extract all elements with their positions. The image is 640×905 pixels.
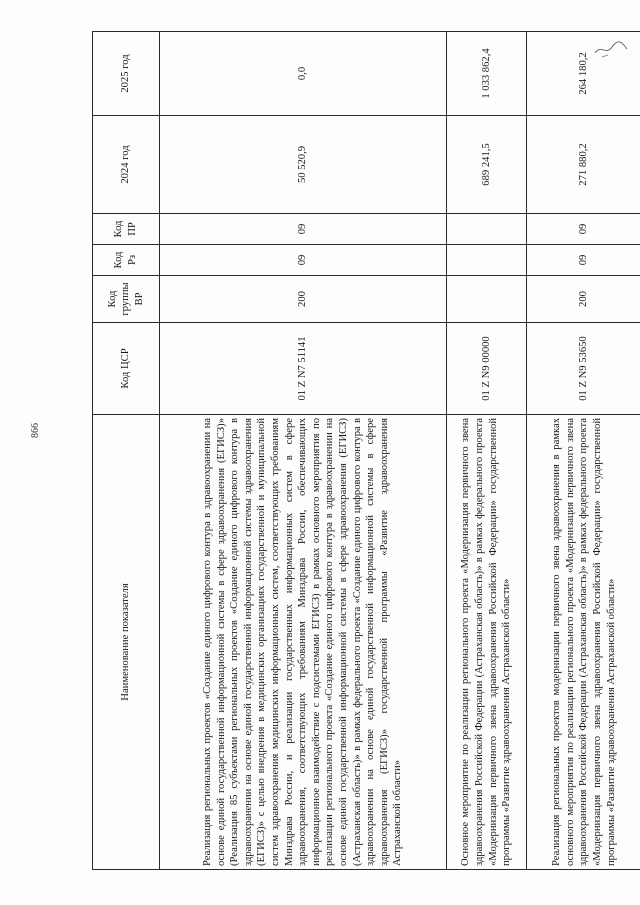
table-row — [446, 32, 526, 870]
table-row — [527, 32, 640, 870]
row-2025: 1 033 862,4 — [446, 32, 526, 116]
row-rz — [446, 245, 526, 276]
handwritten-mark — [592, 38, 630, 60]
rotated-table-wrapper — [92, 32, 640, 870]
header-2024: 2024 год — [93, 116, 160, 214]
row-csr: 01 Z N7 51141 — [160, 323, 447, 415]
row-2025: 264 180,2 — [527, 32, 640, 116]
table-header-row — [93, 32, 160, 870]
row-name: Реализация региональных проектов модернизации первичного звена здравоохранения в рамках основного мероприятия по реализации регионального проекта «Модернизация первичного звена здравоохранения Российской Федерации (Астраханская область)» в рамках федерального проекта «Модернизация первичного звена здравоохранения Российской Федерации» государственной программы «Развитие здравоохранения Астраханской области» — [527, 415, 640, 870]
row-rz: 09 — [160, 245, 447, 276]
row-vr: 200 — [527, 276, 640, 323]
header-pr: Код ПР — [93, 214, 160, 245]
row-2024: 689 241,5 — [446, 116, 526, 214]
header-csr: Код ЦСР — [93, 323, 160, 415]
row-rz: 09 — [527, 245, 640, 276]
row-name: Реализация региональных проектов «Создание единого цифрового контура в здравоохранении на основе единой государственной информационной системы в сфере здравоохранения (ЕГИСЗ)» (Реализация 85 субъектами региональных проектов «Создание единого цифрового контура в здравоохранении на основе единой государственной информационной системы здравоохранения (ЕГИСЗ)» с целью внедрения в медицинских организациях государственной и муниципальной систем здравоохранения медицинских информационных систем, соответствующих требованиям Минздрава России, и реализации государственных информационных систем в сфере здравоохранения, соответствующих требованиям Минздрава России, обеспечивающих информационное взаимодействие с подсистемами ЕГИСЗ) в рамках основного мероприятия по реализации регионального проекта «Создание единого цифрового контура в здравоохранении на основе единой государственной информационной системы в сфере здравоохранения (ЕГИСЗ) (Астраханская область)» в рамках федерального проекта «Создание единого цифрового контура в здравоохранении на основе единой государственной информационной системы в сфере здравоохранения (ЕГИСЗ)» государственной программы «Развитие здравоохранения Астраханской области» — [160, 415, 447, 870]
budget-table — [92, 31, 640, 870]
row-2024: 271 880,2 — [527, 116, 640, 214]
header-rz: Код Рз — [93, 245, 160, 276]
header-name: Наименование показателя — [93, 415, 160, 870]
row-2024: 50 520,9 — [160, 116, 447, 214]
row-pr: 09 — [160, 214, 447, 245]
row-name: Основное мероприятие по реализации регионального проекта «Модернизация первичного звена здравоохранения Российской Федерации (Астраханская область)» в рамках федерального проекта «Модернизация первичного звена здравоохранения Российской Федерации» государственной программы «Развитие здравоохранения Астраханской области» — [446, 415, 526, 870]
page-number: 866 — [30, 423, 41, 438]
row-csr: 01 Z N9 00000 — [446, 323, 526, 415]
row-csr: 01 Z N9 53650 — [527, 323, 640, 415]
row-vr: 200 — [160, 276, 447, 323]
table-row — [160, 32, 447, 870]
row-pr: 09 — [527, 214, 640, 245]
header-2025: 2025 год — [93, 32, 160, 116]
row-2025: 0,0 — [160, 32, 447, 116]
row-pr — [446, 214, 526, 245]
header-vr: Код группы ВР — [93, 276, 160, 323]
row-vr — [446, 276, 526, 323]
